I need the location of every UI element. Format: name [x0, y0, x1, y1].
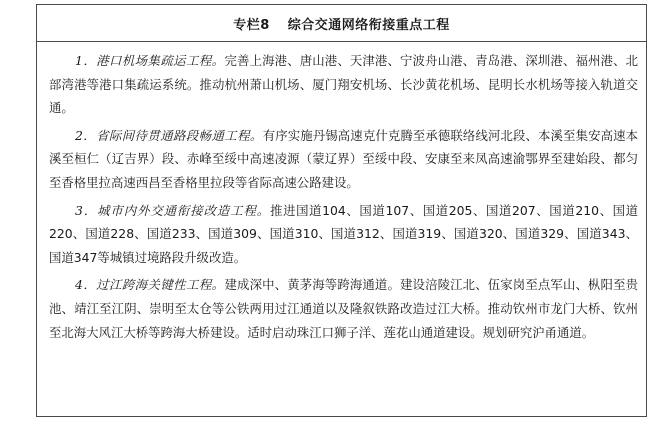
- column-title: 综合交通网络衔接重点工程: [287, 17, 450, 33]
- column-header: [37, 5, 646, 42]
- item-heading: 3．城市内外交通衔接改造工程。: [75, 202, 271, 218]
- item-heading: 1．港口机场集疏运工程。: [75, 53, 225, 68]
- item-text: 建成深中、黄茅海等跨海通道。建设涪陵江北、伍家岗至点军山、枞阳至贵池、靖江至江阴、崇明至太仓等公铁两用过江通道以及隆叙铁路改造过江大桥。推动钦州市龙门大桥、钦州至北海大风江大桥等跨海大桥建设。适时启动珠江口狮子洋、莲花山通道建设。规划研究沪甬通道。: [49, 277, 639, 340]
- item-text: 完善上海港、唐山港、天津港、宁波舟山港、青岛港、深圳港、福州港、北部湾港等港口集疏运系统。推动杭州萧山机场、厦门翔安机场、长沙黄花机场、昆明长水机场等接入轨道交通。: [49, 53, 639, 116]
- item-heading: 4．过江跨海关键性工程。: [75, 277, 225, 293]
- item-urban-connection: [49, 199, 638, 270]
- column-body: [37, 42, 646, 344]
- column-label: 专栏8: [233, 17, 270, 33]
- item-ports-airports: [49, 49, 638, 120]
- item-heading: 2．省际间待贯通路段畅通工程。: [75, 127, 263, 143]
- item-text: 有序实施丹锡高速克什克腾至承德联络线河北段、本溪至集安高速本溪至桓仁（辽吉界）段、赤峰至绥中高速凌源（蒙辽界）至绥中段、安康至来凤高速渝鄂界至建始段、都匀至香格里拉高速西昌至香格里拉段等省际高速公路建设。: [49, 127, 638, 190]
- item-text: 推进国道104、国道107、国道205、国道207、国道210、国道220、国道228、国道233、国道309、国道310、国道312、国道319、国道320、国道329、国道343、国道347等城镇过境路段升级改造。: [49, 202, 639, 265]
- item-interprovincial-roads: [49, 124, 638, 195]
- item-river-sea-crossings: [49, 273, 638, 344]
- column-box: [36, 4, 647, 417]
